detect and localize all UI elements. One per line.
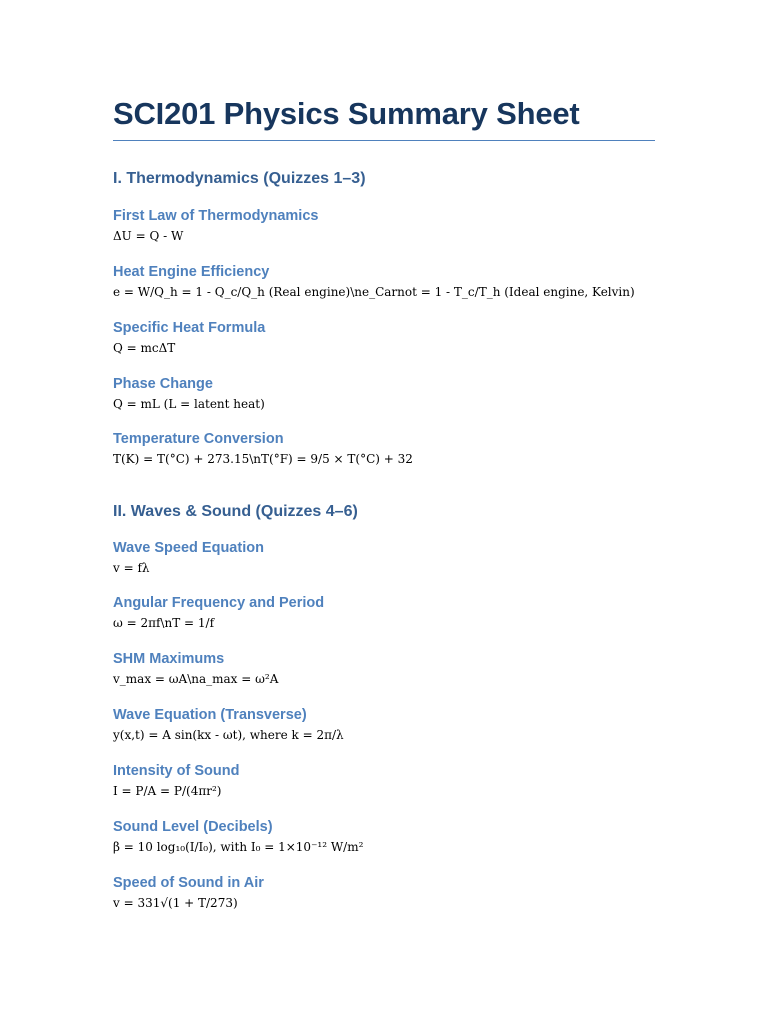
entry-title: Angular Frequency and Period <box>113 595 325 611</box>
entry-speed-of-sound <box>113 874 655 911</box>
entry-title: First Law of Thermodynamics <box>113 208 319 224</box>
entry-formula: β = 10 log₁₀(I/I₀), with I₀ = 1×10⁻¹² W/m² <box>113 840 364 854</box>
section-heading: II. Waves & Sound (Quizzes 4–6) <box>113 503 358 520</box>
entry-formula: e = W/Q_h = 1 - Q_c/Q_h (Real engine)\ne_Carnot = 1 - T_c/T_h (Ideal engine, Kelvin) <box>113 285 635 299</box>
entry-title: Phase Change <box>113 376 213 392</box>
entry-formula: v_max = ωA\na_max = ω²A <box>113 672 279 686</box>
section-waves-sound <box>113 502 655 911</box>
entry-title: Wave Speed Equation <box>113 540 264 556</box>
entry-shm-maximums <box>113 650 655 687</box>
entry-wave-equation <box>113 706 655 743</box>
entry-formula: v = 331√(1 + T/273) <box>113 896 238 910</box>
entry-formula: Q = mcΔT <box>113 341 176 355</box>
entry-title: Speed of Sound in Air <box>113 875 264 891</box>
entry-phase-change <box>113 375 655 412</box>
entry-title: Heat Engine Efficiency <box>113 264 270 280</box>
entry-temperature-conversion <box>113 430 655 467</box>
entry-specific-heat <box>113 319 655 356</box>
entry-title: Specific Heat Formula <box>113 320 266 336</box>
entry-title: Temperature Conversion <box>113 431 284 447</box>
section-thermodynamics <box>113 169 655 467</box>
section-heading: I. Thermodynamics (Quizzes 1–3) <box>113 170 366 187</box>
entry-heat-engine-efficiency <box>113 263 655 300</box>
entry-formula: I = P/A = P/(4πr²) <box>113 784 222 798</box>
entry-angular-frequency <box>113 594 655 631</box>
entry-formula: ω = 2πf\nT = 1/f <box>113 616 215 630</box>
entry-first-law <box>113 207 655 244</box>
entry-formula: y(x,t) = A sin(kx - ωt), where k = 2π/λ <box>113 728 344 742</box>
entry-formula: Q = mL (L = latent heat) <box>113 397 265 411</box>
entry-title: SHM Maximums <box>113 651 225 667</box>
entry-formula: T(K) = T(°C) + 273.15\nT(°F) = 9/5 × T(°C) + 32 <box>113 452 413 466</box>
entry-wave-speed <box>113 539 655 576</box>
entry-title: Wave Equation (Transverse) <box>113 707 307 723</box>
entry-intensity-of-sound <box>113 762 655 799</box>
entry-title: Intensity of Sound <box>113 763 240 779</box>
entry-title: Sound Level (Decibels) <box>113 819 273 835</box>
document-page <box>113 94 655 911</box>
entry-formula: ΔU = Q - W <box>113 229 184 243</box>
entry-formula: v = fλ <box>113 561 150 575</box>
page-title: SCI201 Physics Summary Sheet <box>113 94 655 141</box>
entry-sound-level <box>113 818 655 855</box>
